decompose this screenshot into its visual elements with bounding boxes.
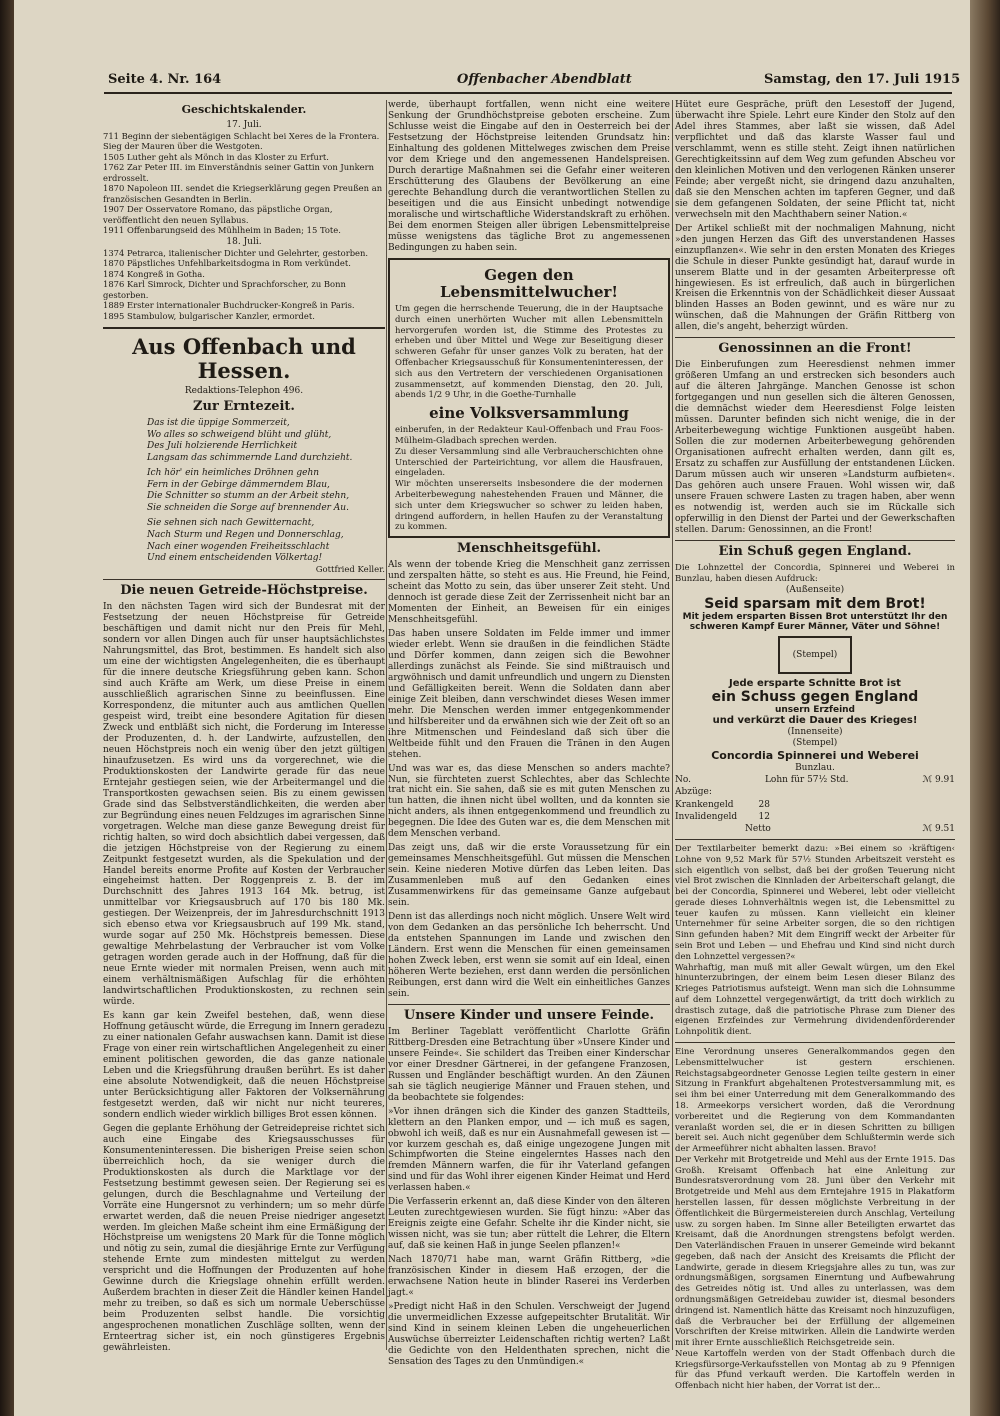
article-title: Ein Schuß gegen England. (718, 543, 912, 559)
calendar-entry: 1874 Kongreß in Gotha. (103, 268, 205, 279)
article-paragraph: werde, überhaupt fortfallen, wenn nicht eine weitere Senkung der Grundhöchstpreise geboten erscheine. Zum Schlusse weist die Eingabe auf den in Oesterreich bei der Festsetzung der Höchstpreise leitenden Grundsatz hin: Einhaltung des goldenen Mittelweges zwischen dem Preise vor dem Kriege und den angemessenen Handelspreisen. Durch derartige Maßnahmen sei die Gefahr einer weiteren Erschütterung des Glaubens der Bevölkerung an eine gerechte Behandlung durch die verantwortlichen Stellen zu beseitigen und die aus Einsicht unbedingt notwendige moralische und wirtschaftliche Widerstandskraft zu erhöhen. Bei dem enormen Steigen aller übrigen Lebensmittelpreise müsse wenigstens das tägliche Brot zu angemessenen Bedingungen zu haben sein. (388, 100, 670, 253)
pay-value: 12 (758, 811, 770, 822)
article-paragraph: Die Verfasserin erkennt an, daß diese Kinder von den älteren Leuten zurechtgewiesen wurden. Sie fügt hinzu: »Aber das Ereignis zeigte eine Gefahr. Schelte ihr die Kinder nicht, sie wissen nicht, was sie tun; aber rüttelt die Lehrer, die Eltern auf, daß sie keinen Haß in junge Seelen pflanzen!« (388, 1197, 670, 1252)
assembly-title: eine Volksversammlung (429, 404, 629, 423)
calendar-date: 17. Juli. (226, 119, 262, 130)
article-title: Genossinnen an die Front! (718, 341, 912, 357)
article-rule (675, 337, 955, 338)
article-paragraph: Hütet eure Gespräche, prüft den Lesestoff der Jugend, überwacht ihre Spiele. Lehrt eure Kinder den Stolz auf den Adel ihres Stammes, aber laßt sie wissen, daß Adel verpflichtet und daß das klarste Wasser faul und verschlammt, wenn es stille steht. Zeigt ihnen natürlichen Gerechtigkeitssinn auf dem Weg zum gefunden Abscheu vor den kleinlichen Motiven und den verlogenen Ränken unserer Feinde; aber vergeßt nicht, sie dringend dazu anzuhalten, daß sie den Menschen achten im tapferen Gegner, und daß sie dem gefangenen Soldaten, der seine Pflicht tat, nicht verwechseln mit den Machthabern seiner Nation.« (675, 100, 955, 220)
pay-row (675, 799, 770, 811)
article-paragraph: Neue Kartoffeln werden von der Stadt Offenbach durch die Kriegsfürsorge-Verkaufsstellen von Montag ab zu 9 Pfennigen für das Pfund verkauft werden. Die Kartoffeln werden in Offenbach nicht hier haben, der Vorrat ist der... (675, 1348, 955, 1392)
article-title: Unsere Kinder und unsere Feinde. (403, 1007, 655, 1023)
ad-subline: Mit jedem ersparten Bissen Brot unterstützt Ihr den schweren Kampf Eurer Männer, Väter und Söhne! (682, 612, 948, 633)
column-rule (672, 100, 673, 1350)
ad-headline: ein Schuss gegen England (711, 689, 919, 706)
article-paragraph: In den nächsten Tagen wird sich der Bundesrat mit der Festsetzung der neuen Höchstpreise für Getreide beschäftigen und damit nicht nur den Preis für Mehl, sondern vor allen Dingen auch für unser hauptsächlichstes Nahrungsmittel, das Brot, bestimmen. Es handelt sich also um eine der wichtigsten Angelegenheiten, die es überhaupt für die innere deutsche Kriegsführung geben kann. Schon sind auch Kräfte am Werk, um diese Preise in einem ausschließlich agrarischen Sinne zu beeinflussen. Eine Korrespondenz, die mitunter auch aus amtlichen Quellen gespeist wird, treibt eine besondere Agitation für diesen Zweck und entbläßt sich nicht, die Forderung im Interesse der Produzenten, d. h. der Landwirte, aufzustellen, den neuen Höchstpreis noch ein wenig über den jetzt gültigen hinaufzusetzen. Es wird uns da vorgerechnet, wie die Produktionskosten der Landwirte gerade für das neue Erntejahr gestiegen seien, wie der Arbeitermangel und die Transportkosten gewachsen seien. Bis zu einem gewissen Grade sind das Selbstverständlichkeiten, die werden aber zur Begründung eines neuen Feldzuges im agrarischen Sinne vorgetragen. Welche man diese ganze Bewegung dreist für richtig halten, so wird doch absichtlich dabei vergessen, daß die jetzigen Höchstpreise von der Regierung zu einem Zeitpunkt festgesetzt wurden, als die Spekulation und der Handel bereits enorme Profite auf Kosten der Verbraucher eingeheimst hatten. Der Roggenpreis z. B. der im Durchschnitt des Jahres 1913 164 Mk. betrug, ist unmittelbar vor Kriegsausbruch auf 170 bis 180 Mk. gestiegen. Der Weizenpreis, der im Jahresdurchschnitt 1913 sich ebenso etwa vor Kriegsausbruch auf 199 Mk. stand, wurde sogar auf 250 Mk. Höchstpreis bemessen. Diese gewaltige Mehrbelastung der Verbraucher ist vom Volke getragen worden gerade auch in der Hoffnung, daß für die neue Ernte wieder mit normalen Preisen, wenn auch mit einem verhältnismäßigen Aufschlag für die erhöhten landwirtschaftlichen Produktionskosten, zu rechnen sein würde. (103, 602, 385, 1008)
poem-line: Und einem entscheidenden Völkertag! (147, 553, 323, 564)
article-rule (675, 1042, 955, 1043)
poem-line: Das ist die üppige Sommerzeit, (147, 418, 290, 429)
column-rule (386, 100, 387, 1350)
calendar-title: Geschichtskalender. (181, 103, 307, 116)
column-2 (388, 100, 670, 1370)
notice-text: einberufen, in der Redakteur Kaul-Offenbach und Frau Foos-Mülheim-Gladbach sprechen werden. (395, 425, 663, 447)
poem-line: Ich hör' ein heimliches Dröhnen gehn (147, 468, 320, 479)
pay-row (675, 823, 955, 835)
calendar-entry: 1870 Päpstliches Unfehlbarkeitsdogma in Rom verkündet. (103, 258, 351, 269)
poem-title: Zur Erntezeit. (193, 399, 295, 415)
article-paragraph: Denn ist das allerdings noch nicht möglich. Unsere Welt wird von dem Gedanken an das persönliche Ich beherrscht. Und da entstehen Spannungen im Lande und zwischen den Ländern. Erst wenn die Menschen für einen gemeinsamen hohen Zweck leben, erst wenn sie somit auf ein Ideal, einen höheren Werte beziehen, erst dann werden die persönlichen Reibungen, erst dann wird die Welt ein einheitliches Ganzes sein. (388, 912, 670, 999)
article-paragraph: Und was war es, das diese Menschen so anders machte? Nun, sie fürchteten zuerst Schlechtes, aber das Schlechte trat nicht ein. Sie sahen, daß sie es mit guten Menschen zu tun hatten, die ihnen nicht übel wollten, und da konnten sie nicht anders, als ihnen entgegenkommend und freundlich zu begegnen. Die Idee des Guten war es, die dem Menschen mit dem Menschen verband. (388, 763, 670, 840)
article-paragraph: Der Artikel schließt mit der nochmaligen Mahnung, nicht »den jungen Herzen das Gift des unverstandenen Hasses einzupflanzen«. Wie sehr in den ersten Monaten des Krieges die Schule in dieser Punkte gesündigt hat, darauf wurde in unserem Blatte und in der gesamten Arbeiterpresse oft hingewiesen. Es ist erfreulich, daß auch in bürgerlichen Kreisen die Erkenntnis von der Schädlichkeit dieser Aussaat blinden Hasses an Boden gewinnt, und es wäre nur zu wünschen, daß die Mahnungen der Gräfin Rittberg von allen, die's angeht, beherzigt würden. (675, 223, 955, 333)
notice-box (388, 258, 670, 539)
ad-line: und verkürzt die Dauer des Krieges! (712, 715, 918, 727)
section-rule (103, 327, 385, 329)
editorial-phone: Redaktions-Telephon 496. (184, 386, 304, 397)
stamp-label: (Stempel) (792, 650, 838, 661)
ad-line: unsern Erzfeind (774, 705, 856, 716)
page-edge-stack (970, 0, 1000, 1416)
ad-stamp (778, 636, 852, 674)
poem-line: Sie schneiden die Sorge auf brennender Au. (147, 502, 349, 513)
pay-label: Lohn für 57½ Std. (764, 775, 849, 786)
column-3 (675, 100, 955, 1392)
calendar-entry: 1505 Luther geht als Mönch in das Kloster zu Erfurt. (103, 151, 329, 162)
poem-line: Fern in der Gebirge dämmerndem Blau, (147, 479, 330, 490)
poem-line: Langsam das schimmernde Land durchzieht. (147, 452, 353, 463)
article-rule (103, 579, 385, 580)
header-rule (104, 92, 952, 94)
ad-company: Concordia Spinnerei und Weberei (711, 749, 919, 763)
article-paragraph: »Predigt nicht Haß in den Schulen. Verschweigt der Jugend die unvermeidlichen Exzesse aufgepeitschter Brutalität. Wir sind Kind in seinem kleinen Leben die ungeheuerlichen Auswüchse überreizter Leidenschaften richtig werten? Laßt die Gedichte von den Heldenthaten sprechen, nicht die Sensation des Tages zu den Unmündigen.« (388, 1302, 670, 1367)
notice-title: Gegen den Lebensmittelwucher! (439, 265, 619, 301)
page-number: Seite 4. Nr. 164 (108, 72, 222, 87)
article-paragraph: Eine Verordnung unseres Generalkommandos gegen den Lebensmittelwucher ist gestern erschienen. Reichstagsabgeordneter Genosse Legien teilte gestern in einer Sitzung in Frankfurt abgehaltenen Protestversammlung mit, es sei ihm bei einer Unterredung mit dem Generalkommando des 18. Armeekorps versichert worden, daß die Verordnung vorbereitet und die Regierung von dem Kommandanten veranlaßt worden sei, die er in diesen Schritten zu billigen bereit sei. Auch nicht gegenüber dem Schlußtermin werde sich der Armeeführer nicht abhalten lassen. Bravo! (675, 1047, 955, 1155)
article-rule (675, 540, 955, 541)
calendar-entry: 1374 Petrarca, italienischer Dichter und Gelehrter, gestorben. (103, 247, 369, 258)
pay-row (675, 774, 955, 786)
ad-side-label: (Außenseite) (785, 585, 845, 596)
article-paragraph: Im Berliner Tageblatt veröffentlicht Charlotte Gräfin Rittberg-Dresden eine Betrachtung über »Unsere Kinder und unsere Feinde«. Sie schildert das Treiben einer Kinderschar vor einer Dresdner Gärtnerei, in der gefangene Franzosen, Russen und Engländer beschäftigt wurden. An den Zäunen sah sie täglich neugierige Männer und Frauen stehen, und da beobachtete sie folgendes: (388, 1026, 670, 1103)
pay-label: Invalidengeld (675, 811, 738, 822)
poem-author: Gottfried Keller. (315, 564, 385, 575)
pay-value: ℳ 9.51 (922, 823, 955, 834)
article-paragraph: Wahrhaftig, man muß mit aller Gewalt würgen, um den Ekel hinunterzubringen, der einem beim Lesen dieser Bilanz des Krieges Patriotismus aufsteigt. Wenn man sich die Lohnsumme auf dem Lohnzettel vergegenwärtigt, da tritt doch wirklich zu drastisch zutage, daß die patriotische Phrase zum Diener des eigenen Erzfeindes zur Vermehrung dividendenförderender Lohnpolitik dient. (675, 962, 955, 1038)
article-rule (388, 1004, 670, 1005)
pay-value: 28 (758, 799, 770, 810)
ad-side-label: (Innenseite) (787, 727, 843, 738)
pay-row (675, 811, 770, 823)
calendar-entry: 1889 Erster internationaler Buchdrucker-Kongreß in Paris. (103, 300, 355, 311)
column-1 (103, 100, 385, 1370)
calendar-entry: 711 Beginn der siebentägigen Schlacht bei Xeres de la Frontera. Sieg der Mauren über die Westgoten. (103, 130, 380, 152)
article-paragraph: Die Einberufungen zum Heeresdienst nehmen immer größeren Umfang an und erstrecken sich besonders auch auf die älteren Jahrgänge. Manchen Genosse ist schon fortgegangen und nun gesellen sich die älteren Genossen, die demnächst wieder dem Heeresdienst Folge leisten müssen. Darunter befinden sich nicht wenige, die in der Arbeiterbewegung wichtige Funktionen ausgeübt haben. Sollen die zur modernen Arbeiterbewegung gehörenden Organisationen aufrecht erhalten werden, dann gilt es, Ersatz zu schaffen zur Ausfüllung der entstandenen Lücken. Darum müssen auch wir unseren »Landsturm aufbieten«. Das gehören auch unsere Frauen. Wohl wissen wir, daß unsere Frauen schwere Lasten zu tragen haben, aber wenn es notwendig ist, werden auch sie im Rückalle sich opferwillig in den Dienst der Partei und der Gewerkschaften stellen. Darum: Genossinnen, an die Front! (675, 360, 955, 535)
poem-line: Die Schnitter so stumm an der Arbeit stehn, (147, 491, 350, 502)
article-title: Menschheitsgefühl. (456, 541, 602, 557)
section-title: Aus Offenbach und Hessen. (132, 334, 356, 384)
issue-date: Samstag, den 17. Juli 1915 (764, 72, 961, 87)
calendar-entry: 1876 Karl Simrock, Dichter und Sprachforscher, zu Bonn gestorben. (103, 279, 346, 300)
article-paragraph: Das zeigt uns, daß wir die erste Voraussetzung für ein gemeinsames Menschheitsgefühl. Gut müssen die Menschen sein. Keine niederen Motive dürfen das Leben leiten. Das Zusammenleben muß auf den Gedanken eines Zusammenwirkens für das gemeinsame Ganze aufgebaut sein. (388, 843, 670, 909)
article-paragraph: Der Verkehr mit Brotgetreide und Mehl aus der Ernte 1915. Das Großh. Kreisamt Offenbach hat eine Anleitung zur Bundesratsverordnung vom 28. Juni über den Verkehr mit Brotgetreide und Mehl aus dem Erntejahre 1915 in Plakatform herstellen lassen, für dessen möglichste Verbreitung in der Öffentlichkeit die Bürgermeistereien durch Anschlag, Verteilung usw. zu sorgen haben. Im Sinne aller Beteiligten erwartet das Kreisamt, daß die Anordnungen strengstens befolgt werden. Den Vaterländischen Frauen in unserer Gemeinde wird bekannt gegeben, daß nach der Ansicht des Kreisamts die Pflicht der Landwirte, gerade in diesem Kriegsjahre alles zu tun, was zur ordnungsmäßigen, sorgsamen Einerntung und Aufbewahrung des Getreides nötig ist. Und alles zu unterlassen, was dem ordnungsmäßigen Getreidebau zuwider ist, diesmal besonders dringend ist. Namentlich hätte das Kreisamt noch hinzuzufügen, daß die Verbraucher bei der Erfüllung der allgemeinen Vorschriften der Kreise mitwirken. Allein die Landwirte werden mit ihrer Ernte ausschließlich Reichsgetreide sein. (675, 1154, 955, 1349)
calendar-entry: 1762 Zar Peter III. im Einverständnis seiner Gattin von Junkern erdrosselt. (103, 162, 375, 183)
article-paragraph: Es kann gar kein Zweifel bestehen, daß, wenn diese Hoffnung getäuscht würde, die Erregung im Innern geradezu zu einer nationalen Gefahr auswachsen kann. Damit ist diese Frage von einer rein wirtschaftlichen Angelegenheit zu einer eminent politischen geworden, die das ganze nationale Leben und die Kriegsführung draußen berührt. Es ist daher eine absolute Notwendigkeit, daß die neuen Höchstpreise unter Berücksichtigung aller Faktoren der Volksernährung festgesetzt werden, daß wir nicht nur nicht teureres, sondern endlich wieder wirklich billiges Brot essen können. (103, 1011, 385, 1120)
poem-line: Wo alles so schweigend blüht und glüht, (147, 429, 332, 440)
article-paragraph: Gegen die geplante Erhöhung der Getreidepreise richtet sich auch eine Eingabe des Kriegsausschusses für Konsumenteninteressen. Die bisherigen Preise seien schon überreichlich hoch, da sie weniger durch die Produktionskosten als durch die Marktlage vor der Festsetzung bestimmt gewesen seien. Der Regierung sei es gelungen, durch die Beschlagnahme und Verteilung der Vorräte eine Hungersnot zu verhindern; um so mehr dürfe erwartet werden, daß die neuen Preise niedriger angesetzt werden. Im gleichen Maße scheint ihm eine Ermäßigung der Höchstpreise um wenigstens 20 Mark für die Tonne möglich und nötig zu sein, zumal die diesjährige Ernte zur Verfügung stehende Ernte zum mindesten mittelgut zu werden verspricht und die Hoffnungen der Produzenten auf hohe Gewinne durch die Kriegslage ohnehin erfüllt werden. Außerdem brachten in dieser Zeit die Händler keinen Handel mehr zu treiben, so daß es sich um normale Ueberschüsse beim Produzenten selbst handle. Die vorsichtig angesprochenen monatlichen Zuschläge sollten, wenn der Ernteertrag sicher ist, ein noch günstigeres Ergebnis gewährleisten. (103, 1123, 385, 1354)
poem-line: Nach Sturm und Regen und Donnerschlag, (147, 530, 344, 540)
calendar-entry: 1907 Der Osservatore Romano, das päpstliche Organ, veröffentlicht den neuen Syllabus. (103, 204, 333, 225)
article-paragraph: »Vor ihnen drängen sich die Kinder des ganzen Stadtteils, klettern an den Planken empor, und — ich muß es sagen, obwohl ich weiß, daß es nur ein Ausnahmefall gewesen ist — vor kurzem geschah es, daß einige ungezogene Jungen mit Schimpfworten die Steine eingelerntes Hasses nach den fremden Männern warfen, die für ihr Vaterland gefangen sind und für das Wohl ihrer eigenen Kinder Heimat und Herd verlassen haben.« (388, 1106, 670, 1194)
article-rule (675, 839, 955, 840)
article-title: Die neuen Getreide-Höchstpreise. (120, 583, 368, 599)
pay-row (675, 786, 955, 798)
notice-text: Um gegen die herrschende Teuerung, die in der Hauptsache durch einen unerhörten Wucher mit allen Lebensmitteln hervorgerufen worden ist, die Stimme des Protestes zu erheben und über Mittel und Wege zur Beseitigung dieser schweren Gefahr für unser ganzes Volk zu beraten, hat der Offenbacher Kriegsausschuß für Konsumenteninteressen, der sich aus den Vertretern der verschiedenen Organisationen zusammensetzt, auf kommenden Dienstag, den 20. Juli, abends 1/2 9 Uhr, in die Goethe-Turnhalle (395, 304, 663, 401)
pay-label: Krankengeld (675, 799, 734, 810)
notice-text: Wir möchten unsererseits insbesondere die der modernen Arbeiterbewegung nahestehenden Frauen und Männer, die sich unter dem Kriegswucher so schwer zu leiden haben, dringend auffordern, in hellen Haufen zu der Veranstaltung zu kommen. (395, 479, 663, 533)
calendar-entry: 1895 Stambulow, bulgarischer Kanzler, ermordet. (103, 310, 315, 321)
calendar-date: 18. Juli. (226, 236, 262, 247)
ad-city: Bunzlau. (795, 763, 835, 774)
ad-line: Jede ersparte Schnitte Brot ist (729, 678, 901, 690)
article-paragraph: Der Textilarbeiter bemerkt dazu: »Bei einem so ›kräftigen‹ Lohne von 9,52 Mark für 57½ Stunden Arbeitszeit versteht es sich eigentlich von selbst, daß bei der großen Teuerung nicht viel Brot zwischen die Kinnladen der Arbeiterschaft gelangt, die bei der Concordia, Spinnerei und Weberei, lebt oder vielleicht gerade dieses Lohnverhältnis wegen ist, die Lebensmittel zu teuer kaufen zu müssen. Kann vielleicht ein kleiner Unternehmer für seine Arbeiter sorgen, die so den richtigen Sinn gefunden haben? Mit dem Eingriff weckt der Arbeiter für sein Brot und Leben — und Ehefrau und Kind sind nicht durch den Lohnzettel vergessen?« (675, 843, 955, 962)
ad-side-label: (Stempel) (792, 738, 838, 749)
notice-text: Zu dieser Versammlung sind alle Verbraucherschichten ohne Unterschied der Parteirichtung, vor allem die Hausfrauen, eingeladen. (395, 446, 663, 479)
article-paragraph: Nach 1870/71 habe man, warnt Gräfin Rittberg, »die französischen Kinder in diesem Haß erzogen, der die erwachsene Nation heute in blinder Raserei ins Verderben jagt.« (388, 1255, 670, 1299)
book-binding (0, 0, 14, 1416)
article-paragraph: Das haben unsere Soldaten im Felde immer und immer wieder erlebt. Wenn sie draußen in die feindlichen Städte und Dörfer kommen, dann zeigen sich die Bewohner allerdings zunächst als Feinde. Sie sind mißtrauisch und argwöhnisch und damit unfreundlich und ungern zu Diensten und Gefälligkeiten bereit. Wenn die Soldaten dann aber einige Zeit bleiben, dann verschwindet dieses Wesen immer mehr. Die Menschen werden immer entgegenkommender und hilfsbereiter und da erwähnen sich wie der Zeit oft so an ihre Mitmenschen und Feindesland daß sich über die Weltbeide fühlt und den Frauen die Tränen in den Augen stehen. (388, 628, 670, 760)
poem-line: Nach einer wogenden Freiheitsschlacht (147, 541, 330, 552)
calendar-entry: 1870 Napoleon III. sendet die Kriegserklärung gegen Preußen an französischen Gesandten in Berlin. (103, 183, 383, 204)
pay-value: ℳ 9.91 (922, 775, 955, 786)
poem-line: Des Juli holzierende Herrlichkeit (147, 441, 298, 452)
newspaper-title: Offenbacher Abendblatt (457, 72, 632, 87)
calendar-entry: 1911 Offenbarungseid des Mühlheim in Baden; 15 Tote. (103, 225, 341, 236)
pay-label: No. (675, 775, 691, 786)
pay-label: Netto (745, 823, 771, 834)
pay-label: Abzüge: (675, 787, 712, 798)
ad-headline: Seid sparsam mit dem Brot! (704, 596, 926, 613)
poem-line: Sie sehnen sich nach Gewitternacht, (147, 518, 315, 529)
article-paragraph: Die Lohnzettel der Concordia, Spinnerei und Weberei in Bunzlau, haben diesen Aufdruck: (675, 562, 955, 584)
article-paragraph: Als wenn der tobende Krieg die Menschheit ganz zerrissen und zerspalten hätte, so steht es aus. Hie Freund, hie Feind, scheint das Motto zu sein, das über unserer Zeit steht. Und dennoch ist gerade diese Zeit der Zerrissenheit nicht bar an Momenten der Einheit, an Beweisen für ein einiges Menschheitsgefühl. (388, 560, 670, 625)
